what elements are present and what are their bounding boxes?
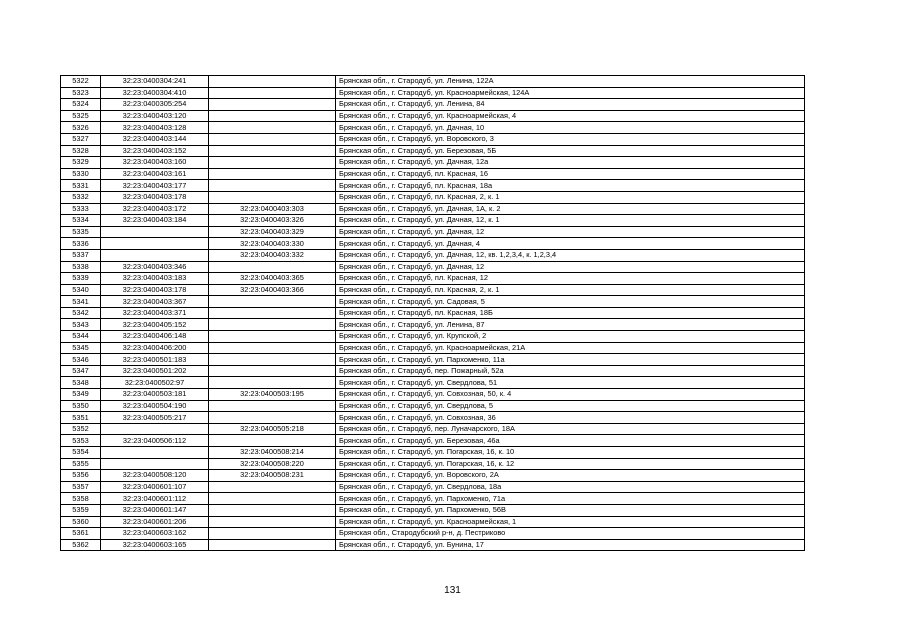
table-row (61, 389, 805, 401)
row-number-cell: 5327 (61, 133, 101, 145)
cadastral-number-cell: 32:23:0400403:128 (101, 122, 209, 134)
related-cadastral-number-cell (209, 133, 336, 145)
address-cell: Брянская обл., г. Стародуб, пер. Пожарный, 52а (336, 365, 805, 377)
table-row (61, 319, 805, 331)
table-row (61, 145, 805, 157)
address-cell: Брянская обл., г. Стародуб, ул. Свердлова, 5 (336, 400, 805, 412)
row-number-cell: 5329 (61, 157, 101, 169)
address-cell: Брянская обл., г. Стародуб, пл. Красная, 18Б (336, 307, 805, 319)
cadastral-number-cell (101, 226, 209, 238)
address-cell: Брянская обл., г. Стародуб, ул. Бунина, 17 (336, 539, 805, 551)
related-cadastral-number-cell (209, 528, 336, 540)
address-cell: Брянская обл., г. Стародуб, ул. Ленина, 122А (336, 76, 805, 88)
address-cell: Брянская обл., г. Стародуб, ул. Красноармейская, 21А (336, 342, 805, 354)
related-cadastral-number-cell (209, 191, 336, 203)
related-cadastral-number-cell (209, 87, 336, 99)
cadastral-number-cell: 32:23:0400502:97 (101, 377, 209, 389)
table-row (61, 423, 805, 435)
address-cell: Брянская обл., г. Стародуб, ул. Дачная, 4 (336, 238, 805, 250)
row-number-cell: 5326 (61, 122, 101, 134)
related-cadastral-number-cell (209, 110, 336, 122)
cadastral-number-cell: 32:23:0400406:148 (101, 331, 209, 343)
table-row (61, 400, 805, 412)
cadastral-number-cell: 32:23:0400406:200 (101, 342, 209, 354)
cadastral-number-cell (101, 447, 209, 459)
table-row (61, 447, 805, 459)
cadastral-number-cell: 32:23:0400603:165 (101, 539, 209, 551)
row-number-cell: 5352 (61, 423, 101, 435)
registry-table-body (61, 76, 805, 551)
row-number-cell: 5324 (61, 99, 101, 111)
cadastral-number-cell: 32:23:0400403:371 (101, 307, 209, 319)
table-row (61, 249, 805, 261)
row-number-cell: 5347 (61, 365, 101, 377)
related-cadastral-number-cell: 32:23:0400403:332 (209, 249, 336, 261)
address-cell: Брянская обл., г. Стародуб, ул. Березовая, 5Б (336, 145, 805, 157)
row-number-cell: 5349 (61, 389, 101, 401)
table-row (61, 284, 805, 296)
cadastral-number-cell: 32:23:0400403:184 (101, 215, 209, 227)
row-number-cell: 5359 (61, 504, 101, 516)
related-cadastral-number-cell (209, 504, 336, 516)
address-cell: Брянская обл., г. Стародуб, ул. Ленина, 84 (336, 99, 805, 111)
address-cell: Брянская обл., г. Стародуб, ул. Совхозная, 50, к. 4 (336, 389, 805, 401)
table-row (61, 377, 805, 389)
row-number-cell: 5353 (61, 435, 101, 447)
table-row (61, 110, 805, 122)
table-row (61, 99, 805, 111)
row-number-cell: 5354 (61, 447, 101, 459)
address-cell: Брянская обл., г. Стародуб, ул. Крупской, 2 (336, 331, 805, 343)
table-row (61, 435, 805, 447)
table-row (61, 191, 805, 203)
cadastral-number-cell: 32:23:0400601:107 (101, 481, 209, 493)
row-number-cell: 5356 (61, 470, 101, 482)
address-cell: Брянская обл., г. Стародуб, ул. Воровского, 2А (336, 470, 805, 482)
address-cell: Брянская обл., г. Стародуб, пл. Красная, 12 (336, 273, 805, 285)
related-cadastral-number-cell (209, 319, 336, 331)
row-number-cell: 5339 (61, 273, 101, 285)
cadastral-number-cell: 32:23:0400403:144 (101, 133, 209, 145)
address-cell: Брянская обл., г. Стародуб, ул. Пархоменко, 71а (336, 493, 805, 505)
related-cadastral-number-cell (209, 157, 336, 169)
related-cadastral-number-cell (209, 481, 336, 493)
cadastral-number-cell: 32:23:0400603:162 (101, 528, 209, 540)
related-cadastral-number-cell: 32:23:0400505:218 (209, 423, 336, 435)
address-cell: Брянская обл., г. Стародуб, ул. Погарская, 16, к. 10 (336, 447, 805, 459)
address-cell: Брянская обл., г. Стародуб, пер. Луначарского, 18А (336, 423, 805, 435)
address-cell: Брянская обл., г. Стародуб, ул. Пархоменко, 11а (336, 354, 805, 366)
related-cadastral-number-cell (209, 435, 336, 447)
address-cell: Брянская обл., г. Стародуб, ул. Свердлова, 18а (336, 481, 805, 493)
row-number-cell: 5345 (61, 342, 101, 354)
address-cell: Брянская обл., г. Стародуб, ул. Дачная, 12 (336, 261, 805, 273)
table-row (61, 412, 805, 424)
related-cadastral-number-cell (209, 296, 336, 308)
related-cadastral-number-cell: 32:23:0400403:303 (209, 203, 336, 215)
address-cell: Брянская обл., г. Стародуб, пл. Красная, 18а (336, 180, 805, 192)
related-cadastral-number-cell (209, 400, 336, 412)
table-row (61, 215, 805, 227)
row-number-cell: 5328 (61, 145, 101, 157)
page-number: 131 (444, 585, 461, 596)
row-number-cell: 5350 (61, 400, 101, 412)
address-cell: Брянская обл., г. Стародуб, ул. Садовая, 5 (336, 296, 805, 308)
cadastral-number-cell: 32:23:0400403:160 (101, 157, 209, 169)
row-number-cell: 5361 (61, 528, 101, 540)
registry-table (60, 75, 805, 551)
related-cadastral-number-cell (209, 354, 336, 366)
related-cadastral-number-cell: 32:23:0400403:326 (209, 215, 336, 227)
row-number-cell: 5322 (61, 76, 101, 88)
cadastral-number-cell: 32:23:0400403:120 (101, 110, 209, 122)
table-row (61, 157, 805, 169)
address-cell: Брянская обл., г. Стародуб, ул. Дачная, 12, к. 1 (336, 215, 805, 227)
table-row (61, 354, 805, 366)
row-number-cell: 5340 (61, 284, 101, 296)
related-cadastral-number-cell (209, 377, 336, 389)
table-row (61, 331, 805, 343)
related-cadastral-number-cell: 32:23:0400508:214 (209, 447, 336, 459)
cadastral-number-cell: 32:23:0400504:190 (101, 400, 209, 412)
table-row (61, 516, 805, 528)
related-cadastral-number-cell: 32:23:0400508:231 (209, 470, 336, 482)
table-row (61, 261, 805, 273)
table-row (61, 168, 805, 180)
related-cadastral-number-cell: 32:23:0400403:329 (209, 226, 336, 238)
cadastral-number-cell: 32:23:0400601:206 (101, 516, 209, 528)
address-cell: Брянская обл., г. Стародуб, ул. Дачная, 12 (336, 226, 805, 238)
table-row (61, 528, 805, 540)
related-cadastral-number-cell: 32:23:0400403:366 (209, 284, 336, 296)
address-cell: Брянская обл., г. Стародуб, ул. Пархоменко, 56В (336, 504, 805, 516)
row-number-cell: 5357 (61, 481, 101, 493)
address-cell: Брянская обл., г. Стародуб, пл. Красная, 2, к. 1 (336, 191, 805, 203)
table-row (61, 493, 805, 505)
related-cadastral-number-cell (209, 365, 336, 377)
address-cell: Брянская обл., г. Стародуб, ул. Воровского, 3 (336, 133, 805, 145)
row-number-cell: 5338 (61, 261, 101, 273)
cadastral-number-cell (101, 458, 209, 470)
table-row (61, 122, 805, 134)
row-number-cell: 5330 (61, 168, 101, 180)
address-cell: Брянская обл., г. Стародуб, ул. Погарская, 16, к. 12 (336, 458, 805, 470)
cadastral-number-cell: 32:23:0400403:346 (101, 261, 209, 273)
cadastral-number-cell: 32:23:0400503:181 (101, 389, 209, 401)
table-row (61, 133, 805, 145)
table-row (61, 203, 805, 215)
address-cell: Брянская обл., г. Стародуб, пл. Красная, 2, к. 1 (336, 284, 805, 296)
address-cell: Брянская обл., г. Стародуб, ул. Дачная, 12а (336, 157, 805, 169)
registry-table-container (60, 75, 805, 551)
row-number-cell: 5351 (61, 412, 101, 424)
related-cadastral-number-cell (209, 180, 336, 192)
row-number-cell: 5360 (61, 516, 101, 528)
related-cadastral-number-cell (209, 261, 336, 273)
row-number-cell: 5323 (61, 87, 101, 99)
cadastral-number-cell: 32:23:0400403:178 (101, 191, 209, 203)
cadastral-number-cell: 32:23:0400508:120 (101, 470, 209, 482)
table-row (61, 238, 805, 250)
row-number-cell: 5348 (61, 377, 101, 389)
table-row (61, 365, 805, 377)
cadastral-number-cell: 32:23:0400403:367 (101, 296, 209, 308)
row-number-cell: 5358 (61, 493, 101, 505)
row-number-cell: 5332 (61, 191, 101, 203)
row-number-cell: 5331 (61, 180, 101, 192)
row-number-cell: 5344 (61, 331, 101, 343)
row-number-cell: 5355 (61, 458, 101, 470)
related-cadastral-number-cell (209, 342, 336, 354)
related-cadastral-number-cell (209, 539, 336, 551)
cadastral-number-cell: 32:23:0400305:254 (101, 99, 209, 111)
row-number-cell: 5346 (61, 354, 101, 366)
address-cell: Брянская обл., г. Стародуб, ул. Дачная, 12, кв. 1,2,3,4, к. 1,2,3,4 (336, 249, 805, 261)
cadastral-number-cell: 32:23:0400601:147 (101, 504, 209, 516)
address-cell: Брянская обл., г. Стародуб, пл. Красная, 16 (336, 168, 805, 180)
cadastral-number-cell: 32:23:0400403:172 (101, 203, 209, 215)
related-cadastral-number-cell: 32:23:0400403:365 (209, 273, 336, 285)
table-row (61, 458, 805, 470)
related-cadastral-number-cell (209, 516, 336, 528)
table-row (61, 296, 805, 308)
table-row (61, 226, 805, 238)
cadastral-number-cell: 32:23:0400505:217 (101, 412, 209, 424)
table-row (61, 76, 805, 88)
address-cell: Брянская обл., г. Стародуб, ул. Совхозная, 36 (336, 412, 805, 424)
table-row (61, 87, 805, 99)
table-row (61, 539, 805, 551)
related-cadastral-number-cell: 32:23:0400403:330 (209, 238, 336, 250)
related-cadastral-number-cell (209, 412, 336, 424)
address-cell: Брянская обл., г. Стародуб, ул. Красноармейская, 4 (336, 110, 805, 122)
table-row (61, 342, 805, 354)
table-row (61, 180, 805, 192)
cadastral-number-cell: 32:23:0400506:112 (101, 435, 209, 447)
cadastral-number-cell: 32:23:0400403:177 (101, 180, 209, 192)
cadastral-number-cell: 32:23:0400304:241 (101, 76, 209, 88)
cadastral-number-cell (101, 423, 209, 435)
related-cadastral-number-cell (209, 145, 336, 157)
cadastral-number-cell: 32:23:0400601:112 (101, 493, 209, 505)
related-cadastral-number-cell: 32:23:0400503:195 (209, 389, 336, 401)
cadastral-number-cell (101, 249, 209, 261)
related-cadastral-number-cell (209, 493, 336, 505)
row-number-cell: 5362 (61, 539, 101, 551)
row-number-cell: 5343 (61, 319, 101, 331)
table-row (61, 504, 805, 516)
related-cadastral-number-cell (209, 76, 336, 88)
cadastral-number-cell: 32:23:0400403:152 (101, 145, 209, 157)
related-cadastral-number-cell: 32:23:0400508:220 (209, 458, 336, 470)
cadastral-number-cell (101, 238, 209, 250)
related-cadastral-number-cell (209, 99, 336, 111)
address-cell: Брянская обл., г. Стародуб, ул. Березовая, 46а (336, 435, 805, 447)
cadastral-number-cell: 32:23:0400403:183 (101, 273, 209, 285)
cadastral-number-cell: 32:23:0400304:410 (101, 87, 209, 99)
row-number-cell: 5325 (61, 110, 101, 122)
cadastral-number-cell: 32:23:0400403:178 (101, 284, 209, 296)
related-cadastral-number-cell (209, 122, 336, 134)
related-cadastral-number-cell (209, 331, 336, 343)
table-row (61, 307, 805, 319)
address-cell: Брянская обл., г. Стародуб, ул. Дачная, 1А, к. 2 (336, 203, 805, 215)
row-number-cell: 5334 (61, 215, 101, 227)
address-cell: Брянская обл., г. Стародуб, ул. Красноармейская, 1 (336, 516, 805, 528)
related-cadastral-number-cell (209, 307, 336, 319)
address-cell: Брянская обл., Стародубский р-н, д. Пестриково (336, 528, 805, 540)
cadastral-number-cell: 32:23:0400405:152 (101, 319, 209, 331)
row-number-cell: 5336 (61, 238, 101, 250)
cadastral-number-cell: 32:23:0400403:161 (101, 168, 209, 180)
table-row (61, 481, 805, 493)
address-cell: Брянская обл., г. Стародуб, ул. Красноармейская, 124А (336, 87, 805, 99)
row-number-cell: 5335 (61, 226, 101, 238)
row-number-cell: 5333 (61, 203, 101, 215)
address-cell: Брянская обл., г. Стародуб, ул. Свердлова, 51 (336, 377, 805, 389)
address-cell: Брянская обл., г. Стародуб, ул. Дачная, 10 (336, 122, 805, 134)
table-row (61, 273, 805, 285)
cadastral-number-cell: 32:23:0400501:183 (101, 354, 209, 366)
row-number-cell: 5341 (61, 296, 101, 308)
address-cell: Брянская обл., г. Стародуб, ул. Ленина, 87 (336, 319, 805, 331)
row-number-cell: 5337 (61, 249, 101, 261)
row-number-cell: 5342 (61, 307, 101, 319)
cadastral-number-cell: 32:23:0400501:202 (101, 365, 209, 377)
table-row (61, 470, 805, 482)
related-cadastral-number-cell (209, 168, 336, 180)
